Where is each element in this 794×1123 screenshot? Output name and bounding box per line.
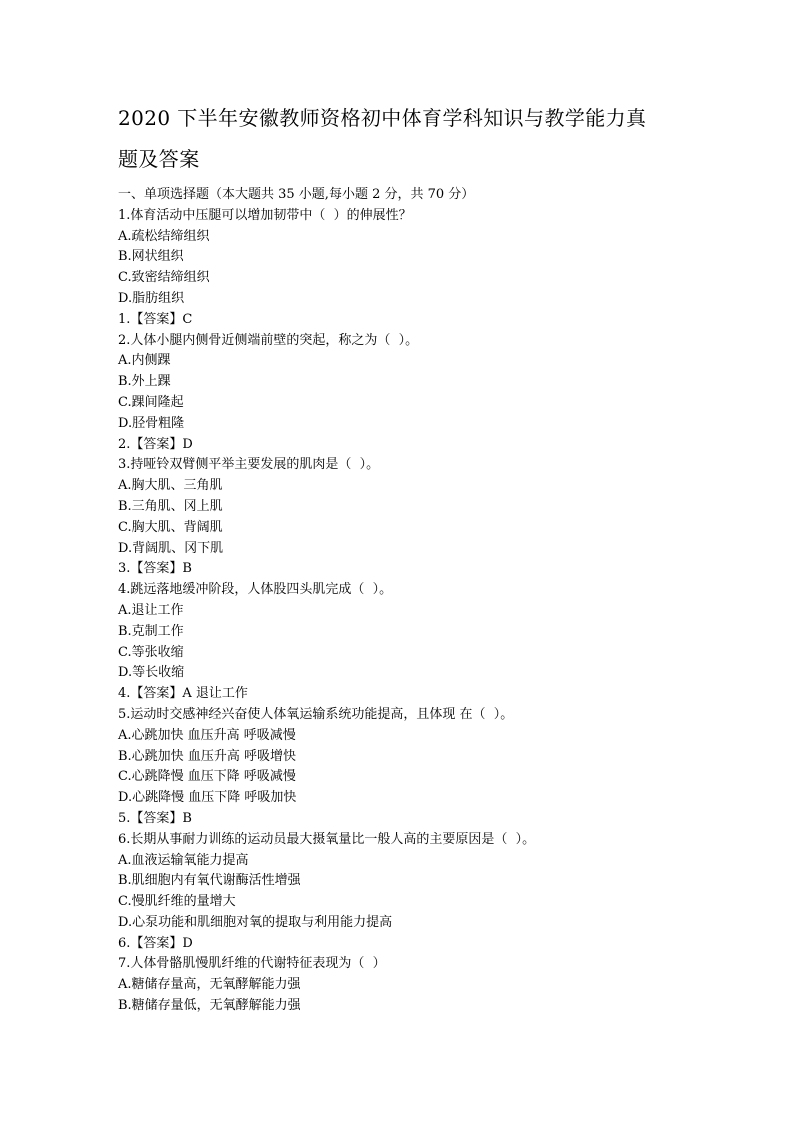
- option-b: B.糖储存量低，无氧酵解能力强: [118, 998, 301, 1014]
- option-b: B.外上踝: [118, 374, 171, 390]
- option-c: C.慢肌纤维的量增大: [118, 894, 236, 910]
- option-c: C.等张收缩: [118, 644, 184, 660]
- option-a: A.心跳加快 血压升高 呼吸减慢: [118, 727, 296, 743]
- document-title-line-2: 题及答案: [118, 147, 200, 171]
- document-title-line-1: 2020 下半年安徽教师资格初中体育学科知识与教学能力真: [118, 106, 647, 130]
- option-b: B.克制工作: [118, 623, 184, 639]
- question-2: [118, 331, 718, 456]
- question-stem: 6.长期从事耐力训练的运动员最大摄氧量比一般人高的主要原因是（ ）。: [118, 831, 536, 847]
- document-page: [118, 0, 718, 1017]
- option-d: D.心跳降慢 血压下降 呼吸加快: [118, 790, 297, 806]
- option-a: A.内侧踝: [118, 353, 171, 369]
- option-c: C.致密结缔组织: [118, 270, 210, 286]
- question-6: [118, 830, 718, 955]
- question-1: [118, 206, 718, 331]
- question-5: [118, 705, 718, 830]
- answer-line: 4.【答案】A 退让工作: [118, 686, 248, 702]
- option-a: A.胸大肌、三角肌: [118, 478, 223, 494]
- section-heading: 一、单项选择题（本大题共 35 小题,每小题 2 分，共 70 分）: [118, 187, 475, 202]
- option-b: B.肌细胞内有氧代谢酶活性增强: [118, 873, 301, 889]
- question-stem: 7.人体骨骼肌慢肌纤维的代谢特征表现为（ ）: [118, 956, 386, 972]
- option-d: D.脂肪组织: [118, 290, 185, 306]
- question-stem: 3.持哑铃双臂侧平举主要发展的肌肉是（ ）。: [118, 457, 380, 473]
- option-d: D.背阔肌、冈下肌: [118, 540, 224, 556]
- answer-line: 1.【答案】C: [118, 311, 193, 327]
- option-b: B.网状组织: [118, 249, 184, 265]
- option-d: D.胫骨粗隆: [118, 415, 185, 431]
- option-a: A.血液运输氧能力提高: [118, 852, 249, 868]
- question-stem: 2.人体小腿内侧骨近侧端前壁的突起，称之为（ ）。: [118, 332, 419, 348]
- answer-line: 2.【答案】D: [118, 436, 193, 452]
- answer-line: 5.【答案】B: [118, 810, 192, 826]
- answer-line: 6.【答案】D: [118, 935, 193, 951]
- answer-line: 3.【答案】B: [118, 561, 192, 577]
- question-7: [118, 954, 718, 1016]
- option-d: D.等长收缩: [118, 665, 185, 681]
- option-a: A.退让工作: [118, 602, 184, 618]
- option-c: C.踝间隆起: [118, 394, 184, 410]
- question-stem: 4.跳远落地缓冲阶段，人体股四头肌完成（ ）。: [118, 582, 393, 598]
- option-a: A.疏松结缔组织: [118, 228, 210, 244]
- option-c: C.心跳降慢 血压下降 呼吸减慢: [118, 769, 296, 785]
- question-4: [118, 580, 718, 705]
- question-stem: 1.体育活动中压腿可以增加韧带中（ ）的伸展性？: [118, 207, 412, 223]
- option-b: B.三角肌、冈上肌: [118, 498, 223, 514]
- option-c: C.胸大肌、背阔肌: [118, 519, 223, 535]
- option-d: D.心泵功能和肌细胞对氧的提取与利用能力提高: [118, 914, 393, 930]
- option-b: B.心跳加快 血压升高 呼吸增快: [118, 748, 296, 764]
- option-a: A.糖储存量高，无氧酵解能力强: [118, 977, 301, 993]
- question-3: [118, 455, 718, 580]
- question-stem: 5.运动时交感神经兴奋使人体氧运输系统功能提高，且体现 在（ ）。: [118, 706, 514, 722]
